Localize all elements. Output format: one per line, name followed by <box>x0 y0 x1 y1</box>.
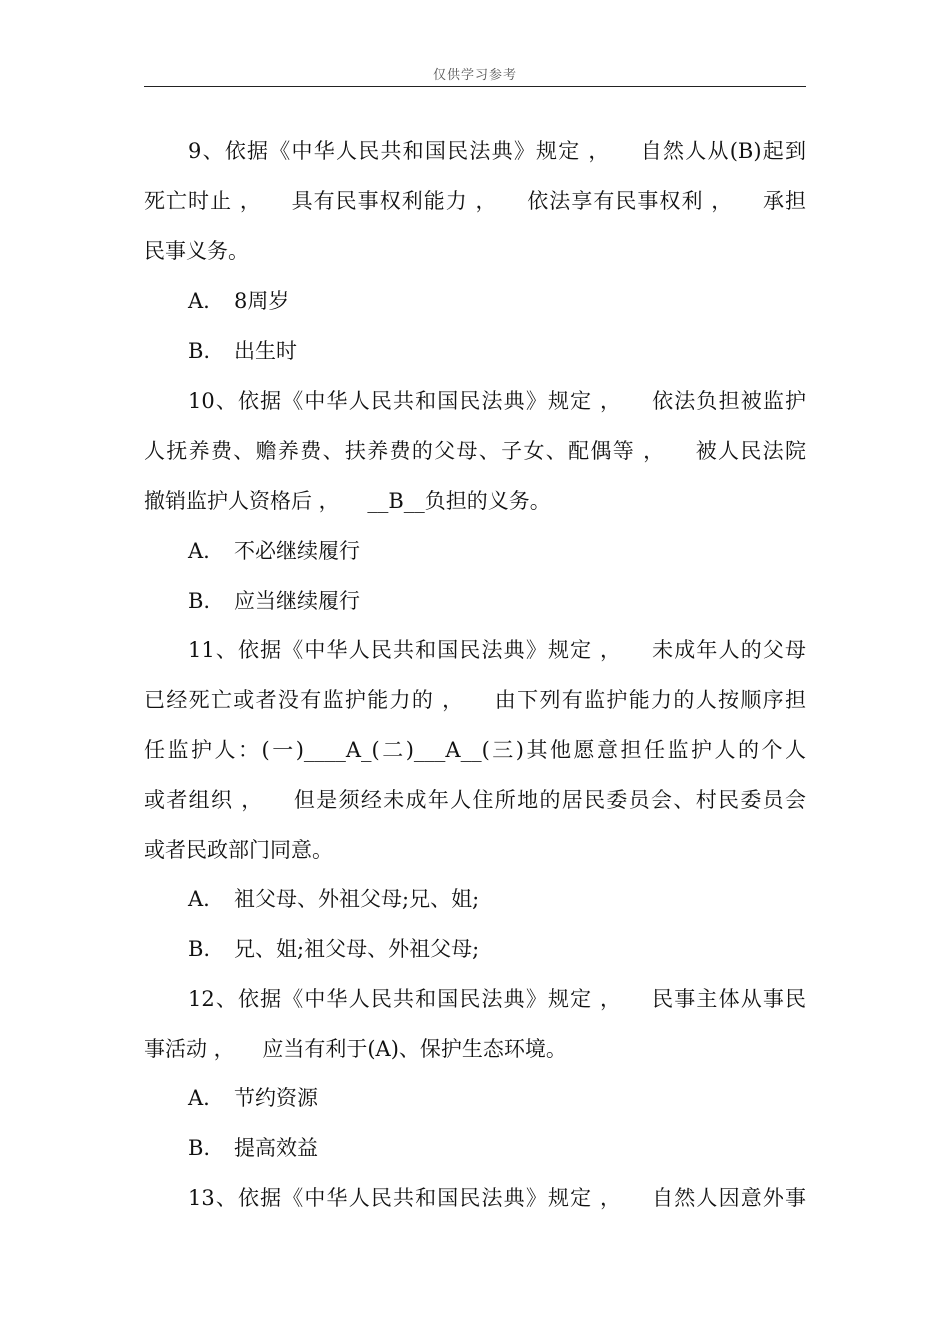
option-letter: A. <box>188 289 210 313</box>
q12-line-1: 12、依据《中华人民共和国民法典》规定 ， 民事主体从事民 <box>188 987 806 1011</box>
q12-line-2: 事活动 ， 应当有利于(A)、保护生态环境。 <box>144 1037 567 1061</box>
option-letter: A. <box>188 539 210 563</box>
option-letter: B. <box>188 339 211 363</box>
q12-option-b <box>188 1133 788 1163</box>
q10-option-a <box>188 536 788 566</box>
option-letter: B. <box>188 937 211 961</box>
option-text: 出生时 <box>234 339 297 363</box>
option-text: 祖父母、外祖父母;兄、姐; <box>234 887 480 911</box>
q10-line-3: 撤销监护人资格后 ， __B__负担的义务。 <box>144 489 551 513</box>
q11-line-1: 11、依据《中华人民共和国民法典》规定 ， 未成年人的父母 <box>188 638 806 662</box>
option-text: 提高效益 <box>234 1136 318 1160</box>
option-text: 节约资源 <box>234 1086 318 1110</box>
q11-line-2: 已经死亡或者没有监护能力的 ， 由下列有监护能力的人按顺序担 <box>144 688 806 712</box>
header-divider <box>144 86 806 87</box>
page-header: 仅供学习参考 <box>432 68 517 83</box>
q11-line-3: 任监护人：(一)____A_(二)___A__(三)其他愿意担任监护人的个人 <box>144 738 806 762</box>
q9-option-a <box>188 286 788 316</box>
q13-line-1: 13、依据《中华人民共和国民法典》规定 ， 自然人因意外事 <box>188 1186 806 1210</box>
option-text: 兄、姐;祖父母、外祖父母; <box>234 937 480 961</box>
option-text: 应当继续履行 <box>234 589 360 613</box>
option-letter: B. <box>188 1136 211 1160</box>
q11-line-5: 或者民政部门同意。 <box>144 838 333 862</box>
q9-line-3: 民事义务。 <box>144 239 249 263</box>
q11-option-a <box>188 884 788 914</box>
option-letter: A. <box>188 1086 210 1110</box>
option-text: 8周岁 <box>234 289 290 313</box>
option-letter: A. <box>188 887 210 911</box>
q11-option-b <box>188 934 788 964</box>
q9-line-1: 9、依据《中华人民共和国民法典》规定 ， 自然人从(B)起到 <box>188 139 806 163</box>
q9-option-b <box>188 336 788 366</box>
q10-option-b <box>188 586 788 616</box>
q12-option-a <box>188 1083 788 1113</box>
q10-line-2: 人抚养费、赡养费、扶养费的父母、子女、配偶等 ， 被人民法院 <box>144 439 806 463</box>
q10-line-1: 10、依据《中华人民共和国民法典》规定 ， 依法负担被监护 <box>188 389 806 413</box>
q9-line-2: 死亡时止 ， 具有民事权利能力 ， 依法享有民事权利 ， 承担 <box>144 189 806 213</box>
option-letter: B. <box>188 589 211 613</box>
q11-line-4: 或者组织 ， 但是须经未成年人住所地的居民委员会、村民委员会 <box>144 788 806 812</box>
option-text: 不必继续履行 <box>234 539 360 563</box>
